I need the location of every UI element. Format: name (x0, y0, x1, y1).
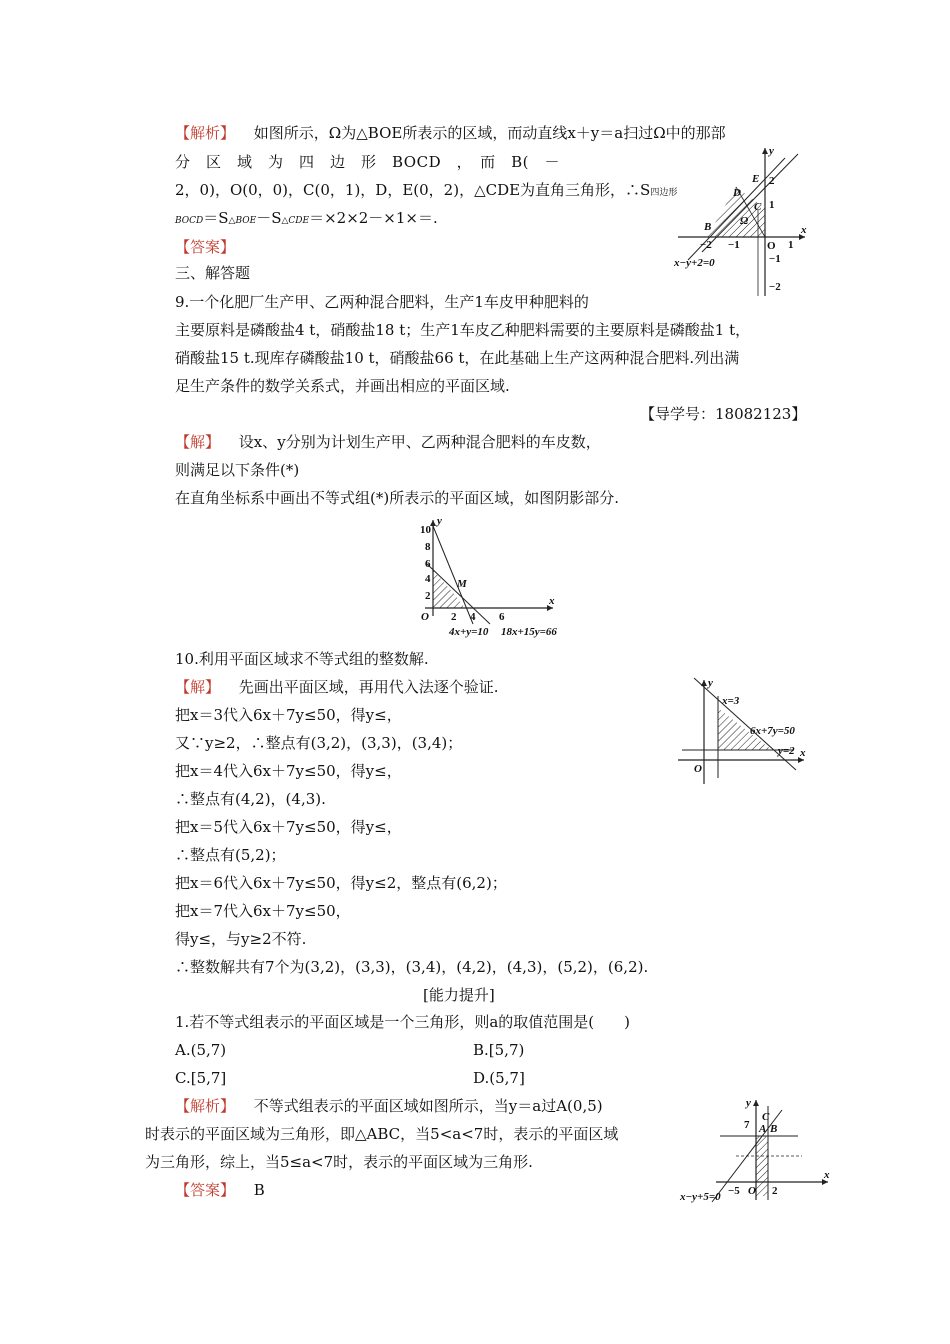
q10-line-0 (175, 677, 499, 697)
label-omega: Ω (740, 215, 749, 227)
label-m: M (457, 578, 467, 590)
label-o: O (748, 1185, 756, 1197)
line-label-2: 18x+15y=66 (501, 626, 557, 638)
analysis-tag: 【解析】 (175, 1097, 236, 1115)
label-y: y (769, 145, 774, 157)
label-e: E (752, 173, 760, 185)
q9-solution-line-3: 在直角坐标系中画出不等式组(*)所表示的平面区域，如图阴影部分. (175, 489, 619, 507)
analysis-line-3 (175, 180, 677, 203)
y-arrow (762, 148, 768, 154)
label-d: D (733, 187, 741, 199)
label-b: B (770, 1123, 778, 1135)
analysis-line-4 (175, 208, 438, 231)
label-y2: y=2 (778, 745, 795, 757)
subscript: 四边形 (650, 188, 678, 198)
eq: ＝×2×2－×1×＝. (309, 209, 438, 227)
label-6x7y50: 6x+7y=50 (750, 725, 795, 737)
analysis-line-2: 分 区 域 为 四 边 形 BOCD ， 而 B( － (175, 153, 560, 171)
label-x: x (800, 747, 806, 759)
q9-solution-line-1 (175, 432, 601, 452)
eq: ＝S (203, 209, 229, 227)
q9-line-1: 9.一个化肥厂生产甲、乙两种混合肥料，生产1车皮甲种肥料的 (175, 293, 589, 311)
ability-heading: [能力提升] (423, 986, 495, 1004)
label-c: C (754, 201, 762, 213)
label-y: y (708, 677, 713, 689)
tick-y8: 8 (425, 541, 431, 553)
tick-y4: 4 (425, 573, 431, 585)
q10-line-1: 把x＝3代入6x＋7y≤50，得y≤， (175, 706, 402, 724)
a1-question: 1.若不等式组表示的平面区域是一个三角形，则a的取值范围是( ) (175, 1013, 630, 1031)
q10-line-8: 把x＝7代入6x＋7y≤50， (175, 902, 351, 920)
q10-line-9: 得y≤，与y≥2不符. (175, 930, 307, 948)
a1-analysis-line-1 (175, 1096, 603, 1116)
analysis-text-3: 2，0)，O(0，0)，C(0，1)，D，E(0，2)，△CDE为直角三角形，∴S (175, 181, 651, 199)
analysis-tag: 【解析】 (175, 124, 236, 142)
label-y: y (437, 515, 442, 527)
tick-y7: 7 (744, 1119, 750, 1131)
tick-y1: 1 (769, 199, 775, 211)
label-a: A (759, 1123, 767, 1135)
tick-xm2: −2 (700, 239, 712, 251)
figure-region-boe (670, 140, 815, 300)
q10-line-7: 把x＝6代入6x＋7y≤50，得y≤2，整点有(6,2)； (175, 874, 507, 892)
figure-q10-region (672, 674, 812, 789)
q10-line-5: 把x＝5代入6x＋7y≤50，得y≤， (175, 818, 402, 836)
q10-line-10: ∴整数解共有7个为(3,2)，(3,3)，(3,4)，(4,2)，(4,3)，(5,2)，(6,2). (175, 958, 649, 976)
guide-number: 【导学号：18082123】 (640, 405, 807, 423)
tick-x2: 2 (772, 1185, 778, 1197)
answer-tag: 【答案】 (175, 1181, 236, 1199)
q9-solution-line-2: 则满足以下条件(*) (175, 461, 300, 479)
tick-y10: 10 (420, 524, 431, 536)
analysis-text: 不等式组表示的平面区域如图所示，当y＝a过A(0,5) (253, 1097, 603, 1115)
label-o: O (421, 611, 429, 623)
line-label-1: 4x+y=10 (449, 626, 489, 638)
tick-x4: 4 (470, 611, 476, 623)
subscript: △BOE (228, 216, 257, 226)
q9-line-4: 足生产条件的数学关系式，并画出相应的平面区域. (175, 377, 510, 395)
tick-x1: 1 (788, 239, 794, 251)
answer-value: B (253, 1181, 265, 1199)
analysis-line-1 (175, 123, 726, 143)
subscript: △CDE (281, 216, 310, 226)
tick-x2: 2 (451, 611, 457, 623)
line-label: x−y+2=0 (674, 257, 715, 269)
q9-line-2: 主要原料是磷酸盐4 t，硝酸盐18 t；生产1车皮乙种肥料需要的主要原料是磷酸盐1 t， (175, 321, 751, 339)
tick-y6: 6 (425, 558, 431, 570)
tick-ym2: −2 (769, 281, 781, 293)
tick-y2: 2 (769, 175, 775, 187)
figure-a1-region (676, 1092, 836, 1204)
y-arrow (753, 1100, 759, 1106)
option-d: D.(5,7] (473, 1069, 525, 1087)
option-b: B.[5,7) (473, 1041, 525, 1059)
q10-line-2: 又∵y≥2，∴整点有(3,2)，(3,3)，(3,4)； (175, 734, 463, 752)
label-b: B (704, 221, 712, 233)
q10-line-3: 把x＝4代入6x＋7y≤50，得y≤， (175, 762, 402, 780)
tick-x6: 6 (499, 611, 505, 623)
q9-line-3: 硝酸盐15 t.现库存磷酸盐10 t，硝酸盐66 t，在此基础上生产这两种混合肥料.列出满 (175, 349, 740, 367)
label-o: O (694, 763, 702, 775)
label-x: x (801, 224, 807, 236)
a1-analysis-line-2: 时表示的平面区域为三角形，即△ABC，当5<a<7时，表示的平面区域 (145, 1125, 619, 1143)
figure-q9-region (415, 512, 575, 642)
tick-y2: 2 (425, 590, 431, 602)
option-a: A.(5,7) (175, 1041, 227, 1059)
line-label: x−y+5=0 (680, 1191, 721, 1203)
tick-xm5: −5 (728, 1185, 740, 1197)
option-c: C.[5,7] (175, 1069, 227, 1087)
solution-tag: 【解】 (175, 433, 221, 451)
a1-answer (175, 1180, 265, 1200)
shaded-region (756, 1136, 768, 1196)
subscript: BOCD (175, 216, 204, 226)
section-heading: 三、解答题 (175, 264, 251, 282)
label-x: x (824, 1169, 830, 1181)
q10-line-6: ∴整点有(5,2)； (175, 846, 286, 864)
answer-tag: 【答案】 (175, 238, 236, 256)
label-c: C (762, 1111, 770, 1123)
label-o: O (767, 240, 776, 252)
analysis-text: 如图所示，Ω为△BOE所表示的区域，而动直线x＋y＝a扫过Ω中的那部 (253, 124, 726, 142)
tick-ym1: −1 (769, 253, 781, 265)
solution-tag: 【解】 (175, 678, 221, 696)
eq: －S (256, 209, 282, 227)
tick-xm1: −1 (728, 239, 740, 251)
a1-analysis-line-3: 为三角形，综上，当5≤a<7时，表示的平面区域为三角形. (145, 1153, 533, 1171)
label-y: y (746, 1097, 751, 1109)
solution-text: 先画出平面区域，再用代入法逐个验证. (238, 678, 499, 696)
q10-title: 10.利用平面区域求不等式组的整数解. (175, 650, 429, 668)
solution-text: 设x、y分别为计划生产甲、乙两种混合肥料的车皮数， (238, 433, 601, 451)
q10-line-4: ∴整点有(4,2)，(4,3). (175, 790, 326, 808)
label-x: x (549, 595, 555, 607)
label-x3: x=3 (722, 695, 740, 707)
